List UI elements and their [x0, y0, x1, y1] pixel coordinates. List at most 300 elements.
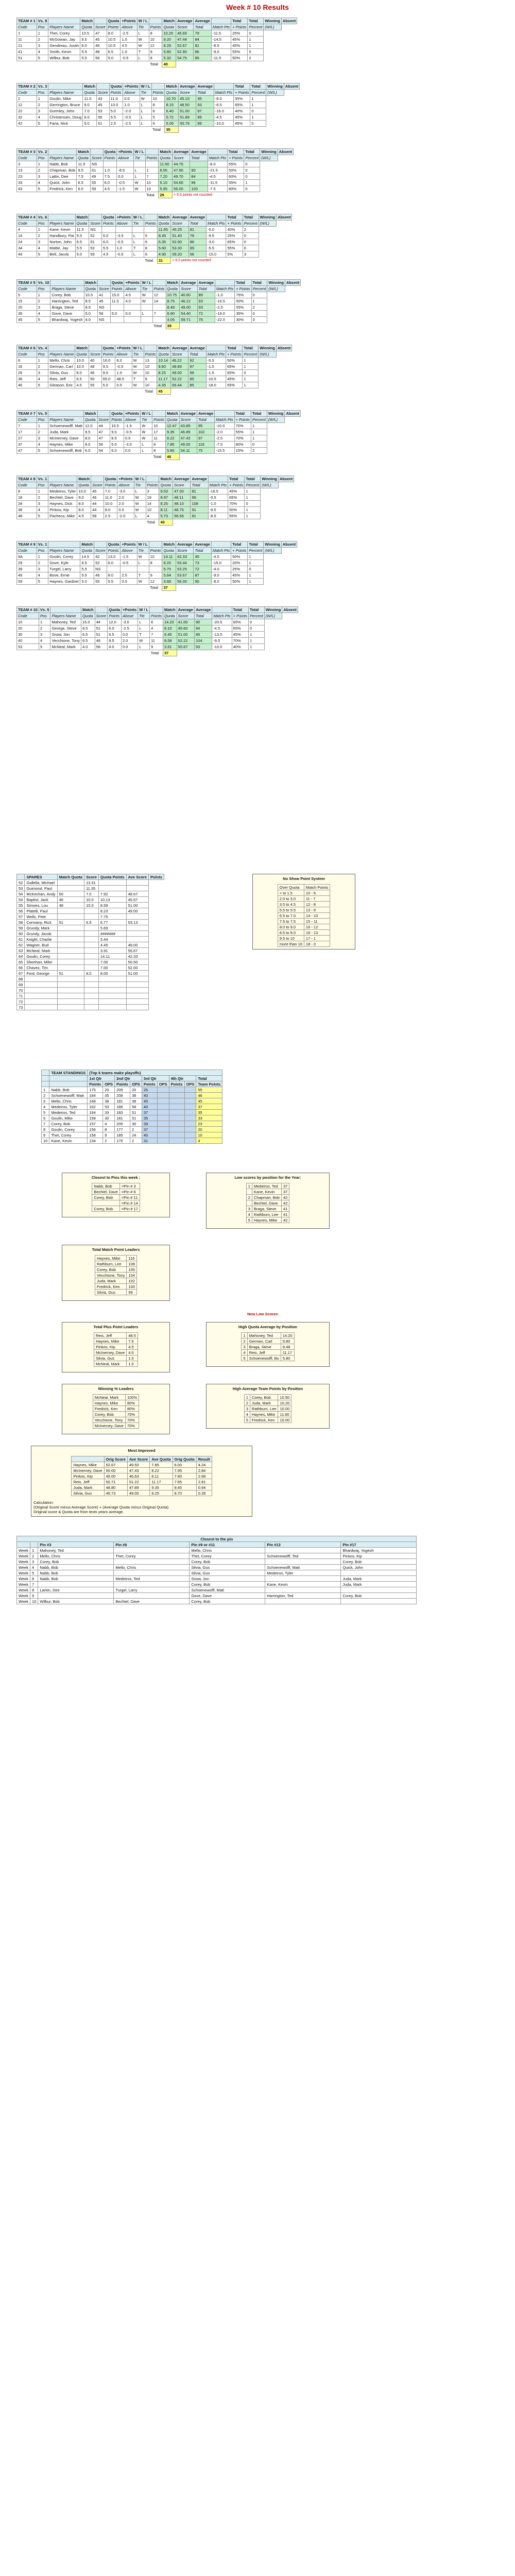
table-cell: 52.67 [104, 1462, 127, 1468]
table-cell: Medeiros, Ted [49, 1110, 88, 1115]
table-cell: 7.00 [98, 965, 126, 971]
table-cell: 49.00 [126, 908, 148, 914]
table-cell: 38 [103, 1098, 115, 1104]
table-cell [98, 880, 126, 886]
winning-section [62, 1384, 170, 1434]
table-row [17, 566, 297, 572]
header-cell: Pin #6 [114, 1542, 190, 1548]
table-cell: 38 [130, 1098, 142, 1104]
table-cell: 89 [196, 114, 214, 121]
header-cell [149, 18, 162, 24]
header-cell: Match [159, 149, 173, 155]
table-cell: 205 [115, 1121, 130, 1127]
most-improved-table [71, 1456, 212, 1496]
table-cell: -0.5 [115, 239, 132, 245]
table-cell: Knight, Charlie [25, 937, 57, 942]
header-cell: Pos [37, 417, 48, 423]
table-row [17, 501, 294, 507]
table-cell: -3.5 [115, 233, 132, 239]
header-cell: Quota [77, 482, 91, 488]
table-cell: 9.45 [173, 1485, 196, 1490]
table-cell: Bove, Ernie [48, 572, 80, 579]
table-row [17, 114, 300, 121]
table-cell: NS [98, 317, 111, 323]
spare-row [17, 954, 164, 959]
table-cell: T [137, 49, 149, 55]
high-quota-row [242, 1344, 294, 1350]
noshow-row [278, 924, 330, 930]
header-cell: Tie [134, 482, 146, 488]
table-cell: Week [17, 1570, 30, 1576]
table-cell: Week [17, 1599, 30, 1604]
table-cell: Medeiros, Ted [252, 1183, 281, 1189]
table-cell: 10.0 [75, 358, 89, 364]
plus-leaders-section [62, 1322, 170, 1372]
table-cell: L [133, 174, 145, 180]
table-cell: 0.0 [124, 448, 140, 454]
team-opponent: Vs. 9 [37, 18, 48, 24]
header-cell: Pos [37, 24, 48, 30]
table-cell: 6 [17, 358, 37, 364]
table-cell: 42.33 [126, 954, 148, 959]
table-cell: 9.0 [77, 495, 91, 501]
header-cell: Match Pts [215, 417, 234, 423]
noshow-row [278, 896, 330, 902]
table-cell: 48.80 [104, 1485, 127, 1490]
table-cell: 11.0 [109, 96, 123, 102]
team-total: 35 [165, 127, 179, 133]
header-cell: Points [142, 1081, 157, 1087]
header-cell: W / L [132, 345, 144, 351]
table-row [17, 49, 297, 55]
pin-row [17, 1587, 417, 1593]
cell [80, 585, 94, 591]
table-cell: 1 [39, 619, 50, 625]
header-cell: Match [77, 149, 91, 155]
table-cell: Corey, Bob [50, 292, 84, 298]
table-cell: -4.0 [211, 566, 231, 572]
table-cell: 6.5 [80, 560, 94, 566]
table-cell: 45.10 [179, 96, 196, 102]
table-cell: 1 [17, 30, 37, 37]
table-cell: 54 [17, 891, 25, 897]
header-cell: Pin #17 [341, 1542, 417, 1548]
team-total: 37 [163, 650, 177, 656]
table-cell: 1 [245, 488, 261, 495]
table-cell: Juda, Mark [72, 1485, 104, 1490]
table-cell: 97 [197, 435, 214, 442]
table-row [17, 364, 292, 370]
table-cell: -0.5 [115, 251, 132, 258]
table-cell: 4 [37, 311, 50, 317]
spare-row [17, 897, 164, 903]
table-cell: Gove, Dave [50, 311, 84, 317]
table-cell: W [137, 554, 149, 560]
table-cell: 49 [17, 572, 37, 579]
table-cell: 0 [248, 625, 264, 632]
table-cell: -11.5 [208, 180, 227, 186]
table-cell: 38 [130, 1093, 142, 1098]
cell [48, 61, 80, 67]
table-cell: W [137, 37, 149, 43]
header-cell: Tie [137, 548, 149, 554]
table-cell: 5.32 [162, 55, 176, 61]
total-label: Total [150, 585, 158, 590]
cell [138, 650, 150, 656]
high-avg-section [206, 1384, 330, 1429]
table-cell: -21.5 [208, 167, 227, 174]
header-cell: Average [188, 345, 206, 351]
table-cell: 8.5 [110, 435, 124, 442]
table-cell: 53 [17, 644, 39, 650]
header-cell: Average [179, 411, 197, 417]
header-cell: Players Name [50, 286, 84, 292]
table-cell: 1 [42, 1087, 49, 1093]
pin-row [17, 1548, 417, 1553]
cell [104, 519, 117, 526]
table-cell: Rathburn, Lee [252, 1212, 281, 1217]
table-cell: 5.5 [80, 566, 94, 572]
table-cell: Gove, Dave [190, 1593, 265, 1599]
table-cell: 56 [97, 442, 110, 448]
header-cell: Match [163, 607, 177, 613]
header-cell: Tie [133, 155, 145, 161]
table-cell [84, 976, 99, 982]
table-cell: 80% [125, 1406, 139, 1412]
header-cell: + Points [234, 90, 250, 96]
cell [50, 650, 81, 656]
table-row [17, 625, 298, 632]
table-cell [57, 942, 84, 948]
table-cell: 100 [190, 186, 208, 192]
table-cell: 1 [145, 167, 159, 174]
table-cell: 14.20 [163, 619, 177, 625]
table-cell: 5.5 [75, 245, 89, 251]
table-cell: 2 [243, 227, 259, 233]
table-cell [57, 999, 84, 1005]
team-note [176, 585, 282, 591]
header-cell: Total [197, 417, 214, 423]
header-cell: +Points [115, 345, 132, 351]
pin-row [17, 1582, 417, 1587]
spare-row [17, 891, 164, 897]
header-cell: Code [17, 286, 37, 292]
table-cell: 1 [37, 30, 48, 37]
table-cell: 72 [197, 311, 215, 317]
table-cell: W [132, 358, 144, 364]
header-cell [145, 149, 159, 155]
header-cell: (W/L) [261, 482, 279, 488]
table-cell: 11.17 [281, 1350, 294, 1355]
cell [89, 258, 102, 264]
header-cell [91, 476, 104, 482]
table-cell: 10.50 [278, 1395, 291, 1400]
table-cell: 45% [231, 37, 248, 43]
header-cell: Points [107, 548, 121, 554]
high-avg-row [244, 1417, 291, 1423]
table-cell: -9.0 [211, 572, 231, 579]
table-cell: 56 [188, 251, 206, 258]
table-cell: 18 - 0 [304, 941, 330, 947]
standings-section [41, 1070, 222, 1144]
table-cell: Silvia, Gus [72, 1490, 104, 1496]
table-cell: 4.05 [166, 317, 180, 323]
table-row [17, 317, 301, 323]
header-cell: Match Pts [206, 351, 226, 358]
table-cell: 14.20 [281, 1333, 294, 1338]
table-cell: 4.0 [108, 644, 122, 650]
table-cell: 89 [196, 121, 214, 127]
table-cell: Corey, Bob [190, 1599, 265, 1604]
table-cell: 5.0 [107, 55, 121, 61]
table-cell: NS [91, 161, 104, 167]
table-cell: -18.0 [206, 382, 226, 388]
table-cell: Bechtel, Dave [92, 1189, 120, 1195]
table-cell: 85 [194, 55, 211, 61]
header-cell: Quota [159, 482, 173, 488]
team-name: TEAM # 3 [17, 149, 37, 155]
table-cell: 46.89 [179, 429, 197, 435]
table-cell: 5.80 [165, 448, 179, 454]
table-cell: 37 [281, 1189, 289, 1195]
table-row [17, 560, 297, 566]
table-cell: 5.5 [107, 579, 121, 585]
table-cell: 1 [251, 435, 267, 442]
table-cell [101, 227, 115, 233]
table-cell: 9 [149, 572, 162, 579]
header-cell [144, 214, 157, 221]
table-cell: -3.0 [207, 239, 226, 245]
table-cell: 7.5 [77, 174, 91, 180]
table-cell: 4.5 [101, 251, 115, 258]
cell [17, 454, 37, 460]
table-cell: 1 [244, 1395, 250, 1400]
table-cell: 177 [115, 1127, 130, 1132]
table-cell: Grundy, Jacob [25, 931, 57, 937]
team-note [180, 323, 285, 329]
header-cell [150, 607, 163, 613]
table-cell: 13.31 [84, 880, 99, 886]
table-cell: < to 1.5 [278, 890, 304, 896]
table-cell: 1 [250, 114, 266, 121]
table-cell: 104 [127, 1273, 137, 1278]
table-cell: W [134, 501, 146, 507]
header-cell: Points [145, 155, 159, 161]
cell [75, 388, 89, 395]
table-cell: 8 [149, 560, 162, 566]
table-cell: 10.0 [109, 102, 123, 108]
table-cell: 84 [194, 37, 211, 43]
table-cell: 8.97 [159, 495, 173, 501]
table-cell: 37 [142, 1127, 157, 1132]
team-table [16, 541, 297, 591]
table-row [17, 513, 294, 519]
table-cell: NS [89, 227, 102, 233]
table-cell: 14 [146, 501, 159, 507]
table-cell: -16.5 [208, 488, 228, 495]
table-cell: -6.5 [214, 102, 233, 108]
cell [110, 323, 124, 329]
table-cell [57, 948, 84, 954]
table-cell [169, 1104, 184, 1110]
table-cell: 0 [243, 245, 259, 251]
table-cell [246, 1200, 252, 1206]
table-cell: 2 [39, 625, 50, 632]
table-cell: 2 [251, 304, 267, 311]
table-cell: 7 [145, 174, 159, 180]
table-row [17, 102, 300, 108]
header-cell: (W/L) [266, 90, 284, 96]
table-cell: Week [17, 1553, 30, 1559]
table-cell: 28 [17, 501, 37, 507]
table-cell: Goulin, Corey [49, 1127, 88, 1132]
header-cell: Tie [132, 351, 144, 358]
header-cell: Score [180, 286, 197, 292]
table-cell [84, 942, 99, 948]
winning-title: Winning % Leaders [98, 1386, 134, 1391]
header-cell: Score [179, 90, 196, 96]
improved-row [72, 1479, 212, 1485]
table-cell: -20.5 [212, 619, 232, 625]
table-cell: 1 [244, 180, 260, 186]
table-cell [157, 1087, 169, 1093]
header-cell: + Points [234, 417, 251, 423]
header-cell: Total [243, 214, 259, 221]
header-cell: Pos [37, 286, 50, 292]
table-cell: Wilbur, Bob [48, 55, 80, 61]
table-cell: Gallella, Michael [25, 880, 57, 886]
table-cell: 185 [115, 1132, 130, 1138]
header-cell [89, 214, 102, 221]
table-cell: 45 [91, 488, 104, 495]
table-cell: Nabb, Bob [38, 1570, 114, 1576]
table-cell: Mattie, Jay [48, 245, 75, 251]
table-cell [57, 914, 84, 920]
plus-leaders-title: Total Plus Point Leaders [93, 1325, 139, 1329]
table-cell: 48.67 [126, 891, 148, 897]
header-cell: Players Name [50, 613, 81, 619]
table-cell: 95 [197, 423, 214, 429]
table-cell: -14.5 [211, 37, 231, 43]
table-cell: 2 [37, 298, 50, 304]
table-cell: Haynes, Mike [252, 1217, 281, 1223]
table-cell [84, 993, 99, 999]
table-row [17, 376, 292, 382]
table-cell: 49.70 [173, 174, 190, 180]
table-cell: 2 [42, 1093, 49, 1098]
week-results-page [0, 3, 515, 2576]
closest-pin-row [92, 1195, 140, 1200]
table-cell: 53.67 [176, 572, 194, 579]
table-cell: 7.0 [84, 891, 99, 897]
header-cell: Quota [166, 286, 180, 292]
table-cell: 13.0 [107, 554, 121, 560]
table-cell [57, 908, 84, 914]
header-cell: W / L [141, 411, 152, 417]
table-cell: 10.14 [157, 358, 171, 364]
table-cell: Silvia, Gus [94, 1355, 127, 1361]
table-cell: 2 [246, 1195, 252, 1200]
team-name: TEAM # 4 [17, 214, 37, 221]
table-cell: 4.90 [157, 251, 171, 258]
header-cell: Percent [244, 155, 260, 161]
table-cell: 70 [17, 988, 25, 993]
header-cell: Total [226, 214, 243, 221]
header-cell: OPS [157, 1081, 169, 1087]
table-cell: -0.5 [124, 429, 140, 435]
match-leader-row [95, 1256, 136, 1261]
table-cell: Reis, Jeff [94, 1333, 127, 1338]
table-cell: 9.0 [83, 102, 97, 108]
header-cell: Score [173, 482, 191, 488]
table-cell: -2.5 [215, 304, 234, 311]
table-cell: 5.0 [110, 311, 124, 317]
standings-row [42, 1098, 222, 1104]
table-cell: 54.11 [179, 448, 197, 454]
cell [17, 874, 25, 880]
table-cell [169, 1087, 184, 1093]
table-cell [126, 982, 148, 988]
table-cell: Quick, John [48, 180, 77, 186]
header-cell: Code [17, 221, 37, 227]
header-cell: Code [17, 613, 39, 619]
table-cell: 31 [142, 1138, 157, 1144]
table-cell: 45.66 [176, 30, 194, 37]
table-cell: 9.20 [162, 37, 176, 43]
table-cell: 2.84 [196, 1468, 212, 1473]
table-cell: Juda, Mark [95, 1278, 127, 1284]
table-cell: 48.11 [173, 495, 191, 501]
table-cell: L [137, 30, 149, 37]
header-cell: Points [107, 24, 121, 30]
table-cell: 73 [194, 560, 211, 566]
table-cell: 8.5 [84, 304, 98, 311]
header-cell: Total [196, 90, 214, 96]
most-improved-title: Most Improved [128, 1448, 156, 1453]
table-cell: 5 [37, 55, 48, 61]
table-cell: 8.48 [166, 304, 180, 311]
header-cell: Match [77, 476, 91, 482]
team-name: TEAM # 2 [17, 83, 37, 90]
table-cell: -8.0 [211, 579, 231, 585]
table-cell: Week [17, 1565, 30, 1570]
table-cell: 59 [91, 186, 104, 192]
spare-row [17, 942, 164, 948]
noshow-row [278, 890, 330, 896]
table-cell: 61 [97, 121, 110, 127]
table-cell: 52.22 [177, 638, 194, 644]
table-cell: 50.71 [104, 1479, 127, 1485]
table-cell: 40 [17, 638, 39, 644]
pins-table [16, 1536, 417, 1604]
table-cell: 48 [89, 364, 102, 370]
table-cell: Schoenewolff, Bo [247, 1355, 281, 1361]
table-cell: 9.0 [110, 429, 124, 435]
cell [137, 585, 149, 591]
table-cell: W [141, 423, 152, 429]
cell [17, 585, 37, 591]
table-cell: 11.60 [278, 1412, 291, 1417]
table-cell: 15 [17, 298, 37, 304]
table-cell: Schoenewolff, Matt [265, 1565, 341, 1570]
closest-pin-row [92, 1206, 140, 1212]
table-cell: 56 [17, 908, 25, 914]
table-cell: 181 [115, 1115, 130, 1121]
header-cell: Match [84, 280, 98, 286]
table-cell [246, 1189, 252, 1195]
team-note: > 6.5 points not counted [172, 259, 211, 263]
table-cell [117, 161, 133, 167]
